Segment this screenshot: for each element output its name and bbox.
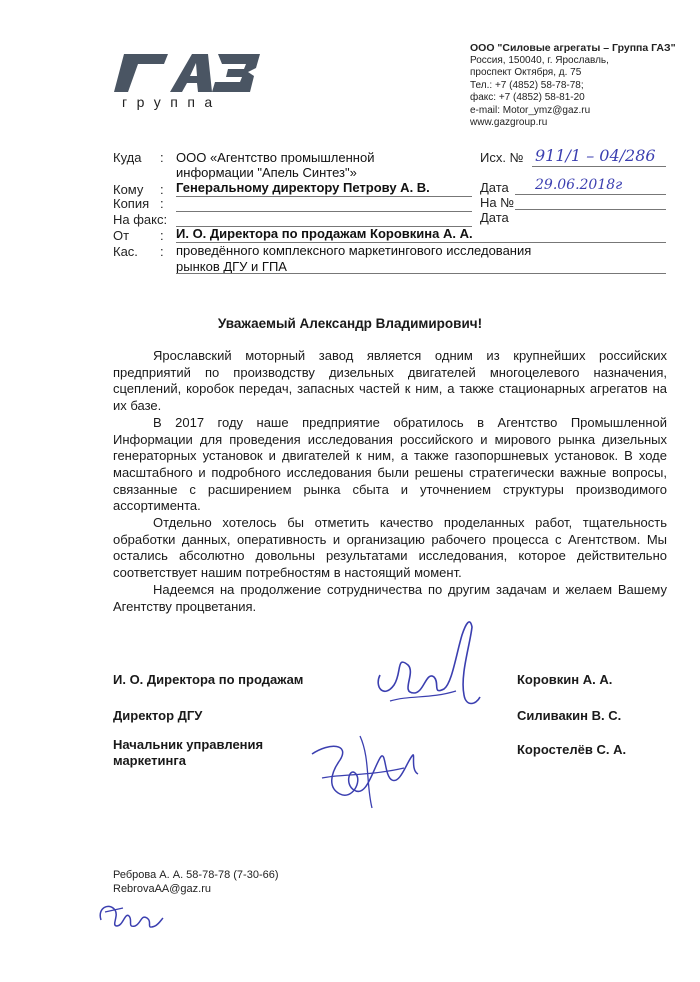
whom-label: Кому (113, 182, 144, 197)
sig-name-2: Силивакин В. С. (517, 708, 622, 723)
to-value-2: информации "Апель Синтез"» (176, 165, 357, 180)
initials-signature (95, 896, 165, 932)
paragraph-4: Надеемся на продолжение сотрудничества по другим задачам и желаем Вашему Агентству процветания. (113, 581, 667, 614)
footer-line-1: Реброва А. А. 58-78-78 (7-30-66) (113, 869, 279, 881)
date2-label: Дата (480, 210, 509, 225)
outno-underline (532, 166, 666, 167)
sig-name-3: Коростелёв С. А. (517, 742, 627, 757)
date-underline (515, 194, 666, 195)
whom-value: Генеральному директору Петрову А. В. (176, 180, 430, 195)
company-fax: факс: +7 (4852) 58-81-20 (470, 92, 585, 103)
footer-line-2: RebrovaAA@gaz.ru (113, 883, 211, 895)
to-label: Куда (113, 150, 142, 165)
onno-underline (515, 209, 666, 210)
sig-title-2: Директор ДГУ (113, 708, 203, 723)
date-value: 29.06.2018г (535, 177, 623, 193)
whom-underline (176, 196, 472, 197)
from-colon: : (160, 228, 164, 243)
to-value-1: ООО «Агентство промышленной (176, 150, 375, 165)
from-value: И. О. Директора по продажам Коровкина А. А. (176, 226, 473, 241)
company-website: www.gazgroup.ru (470, 117, 548, 128)
sig-title-3b: маркетинга (113, 753, 187, 768)
copy-underline (176, 211, 472, 212)
logo-letter-g (114, 54, 168, 92)
signature-korovkin (360, 615, 490, 715)
from-label: От (113, 228, 130, 243)
signature-silivakin (300, 718, 430, 818)
footer-contact (113, 868, 279, 896)
re-label: Кас. (113, 244, 138, 259)
re-colon: : (160, 244, 164, 259)
to-colon: : (160, 150, 164, 165)
paragraph-3: Отдельно хотелось бы отметить качество проделанных работ, тщательность обработки данных, оперативность и организацию рабочего процесса с Агентством. Мы остались абсолютно довольны результатами исследования, которое действительно соответствует нашим потребностям в настоящий момент. (113, 515, 667, 581)
paragraph-1: Ярославский моторный завод является одним из крупнейших российских предприятий по производству дизельных двигателей многоцелевого назначения, сцеплений, коробок передач, запасных частей к ним, а также стационарных агрегатов на их базе. (113, 348, 667, 414)
re-underline (176, 273, 666, 274)
copy-colon: : (160, 196, 164, 211)
logo-letter-a (170, 54, 212, 92)
company-email: e-mail: Motor_ymz@gaz.ru (470, 104, 591, 116)
logo-subtitle: группа (122, 94, 222, 110)
sig-title-1: И. О. Директора по продажам (113, 672, 304, 687)
fax-label: На факс: (113, 212, 168, 227)
company-name: ООО "Силовые агрегаты – Группа ГАЗ" (470, 42, 676, 54)
company-phone: Тел.: +7 (4852) 58-78-78; (470, 79, 584, 91)
whom-colon: : (160, 182, 164, 197)
logo-letter-z (212, 54, 260, 92)
company-info (470, 42, 676, 130)
date-label: Дата (480, 180, 509, 195)
greeting: Уважаемый Александр Владимирович! (217, 316, 483, 331)
copy-label: Копия (113, 196, 150, 211)
outno-label: Исх. № (480, 150, 524, 165)
paragraph-2: В 2017 году наше предприятие обратилось в Агентство Промышленной Информации для проведения исследования российского и мирового рынка дизельных генераторных установок и двигателей к ним, а также газопоршневых установок. В ходе масштабного и подробного исследования были решены стратегически важные вопросы, связанные с расширением рынка сбыта и уточнением структуры производимого ассортимента. (113, 414, 667, 514)
company-address-2: проспект Октября, д. 75 (470, 67, 582, 78)
letter-body (113, 348, 667, 615)
outno-value: 911/1 – 04/286 (535, 146, 656, 165)
sig-title-3a: Начальник управления (113, 737, 264, 752)
onno-label: На № (480, 195, 515, 210)
sig-name-1: Коровкин А. А. (517, 672, 613, 687)
re-value-2: рынков ДГУ и ГПА (176, 259, 287, 274)
company-address-1: Россия, 150040, г. Ярославль, (470, 54, 609, 66)
re-value-1: проведённого комплексного маркетингового исследования (176, 243, 532, 258)
